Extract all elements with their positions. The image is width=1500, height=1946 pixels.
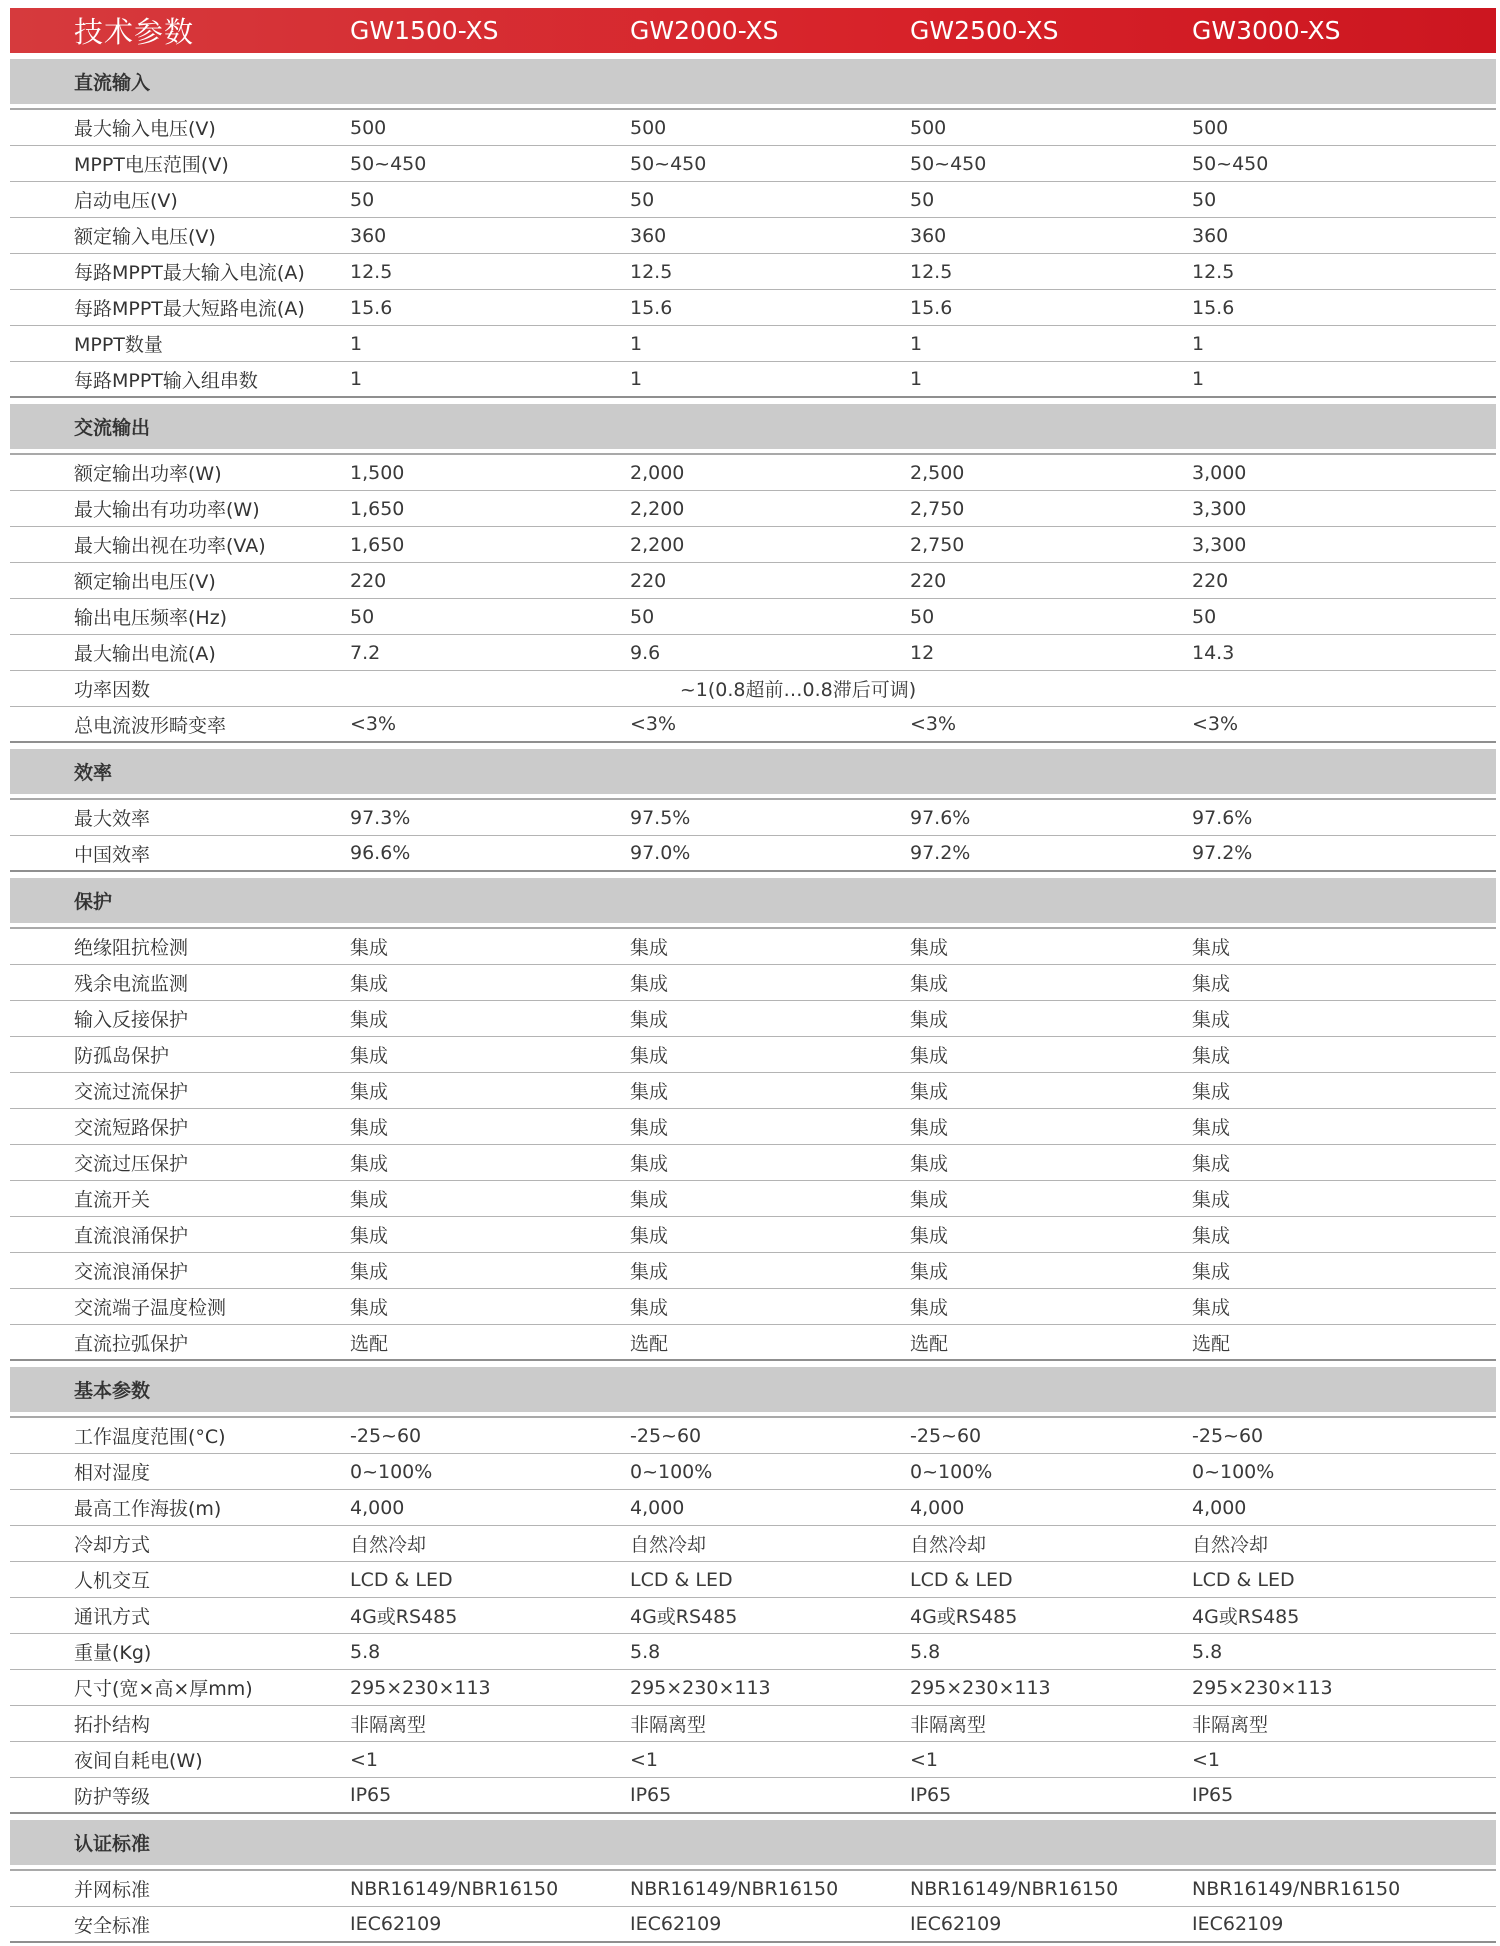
row-value: 12.5 [1192,260,1235,283]
row-value: 1 [910,368,923,390]
table-row [10,965,1496,1001]
table-row [10,290,1496,326]
row-value: 50~450 [350,152,427,175]
row-value: IEC62109 [910,1913,1002,1935]
row-value: 1 [910,332,923,355]
row-label: 重量(Kg) [74,1642,152,1664]
row-value: <3% [1192,713,1239,735]
row-value: -25~60 [630,1424,702,1447]
row-value: 集成 [910,1045,949,1067]
row-label: 最大输出有功功率(W) [74,499,260,521]
row-value: 97.2% [910,842,971,864]
row-label: 残余电流监测 [74,973,189,995]
row-value: 集成 [910,937,949,959]
row-value: 500 [1192,116,1229,139]
row-value: 集成 [910,1153,949,1175]
row-value: 295×230×113 [910,1676,1051,1699]
row-value: <3% [630,713,677,735]
table-row [10,326,1496,362]
row-value: 50 [910,188,935,211]
row-label: 通讯方式 [74,1606,151,1628]
row-value: 2,000 [630,461,685,484]
row-value: 集成 [910,1081,949,1103]
table-row [10,1634,1496,1670]
row-label: 夜间自耗电(W) [74,1750,203,1772]
row-value: 2,200 [630,533,685,556]
row-value: 0~100% [630,1460,713,1483]
row-value: 50 [1192,188,1217,211]
row-value: NBR16149/NBR16150 [1192,1877,1401,1900]
row-label: 直流开关 [74,1189,151,1211]
row-label: 最大输出电流(A) [74,643,216,665]
row-value: 集成 [350,1009,389,1031]
row-value: 3,300 [1192,533,1247,556]
row-value: 4G或RS485 [630,1606,738,1628]
row-value: 50~450 [1192,152,1269,175]
table-row [10,1742,1496,1778]
row-value: 220 [630,569,667,592]
row-value: 4,000 [910,1496,965,1519]
table-row [10,836,1496,872]
table-row [10,707,1496,743]
row-label: 防孤岛保护 [74,1045,170,1067]
row-value: 50 [350,605,375,628]
table-row [10,1217,1496,1253]
table-row [10,1454,1496,1490]
table-row [10,1526,1496,1562]
row-value: 50~450 [910,152,987,175]
row-value: 集成 [630,1045,669,1067]
table-row [10,635,1496,671]
row-value: <1 [1192,1748,1221,1771]
row-value: 15.6 [910,296,953,319]
row-value: 集成 [630,1261,669,1283]
row-value: 集成 [630,1081,669,1103]
row-value: 1 [630,332,643,355]
row-label: 尺寸(宽×高×厚mm) [74,1678,253,1700]
row-label: 安全标准 [74,1914,151,1937]
table-row [10,146,1496,182]
table-header [10,8,1496,53]
row-label: 并网标准 [74,1879,151,1901]
row-label: MPPT电压范围(V) [74,154,229,176]
row-value: -25~60 [350,1424,422,1447]
section-title: 效率 [10,749,1496,794]
row-label: 每路MPPT最大输入电流(A) [74,262,305,284]
table-row [10,527,1496,563]
row-value: 集成 [1192,1297,1231,1319]
row-label: 绝缘阻抗检测 [74,937,189,959]
row-value: 集成 [350,937,389,959]
row-value: 集成 [350,1045,389,1067]
row-value: 集成 [350,1189,389,1211]
row-value: 自然冷却 [350,1534,427,1556]
row-label: 最大输出视在功率(VA) [74,535,266,557]
row-value: NBR16149/NBR16150 [350,1877,559,1900]
table-row [10,1037,1496,1073]
row-value: 0~100% [910,1460,993,1483]
row-label: 启动电压(V) [74,190,178,212]
table-row [10,1289,1496,1325]
row-value: 12.5 [910,260,953,283]
row-value: 97.6% [1192,806,1253,829]
table-row [10,1325,1496,1361]
row-value: 14.3 [1192,641,1235,664]
row-value: 50 [630,188,655,211]
row-value: 集成 [630,1297,669,1319]
row-value: 集成 [910,1297,949,1319]
section-title: 交流输出 [10,404,1496,449]
row-value: 360 [630,224,667,247]
row-value: 360 [350,224,387,247]
row-value: -25~60 [910,1424,982,1447]
row-value: 5.8 [630,1640,661,1663]
row-value: 集成 [350,1225,389,1247]
row-value: 非隔离型 [1192,1714,1269,1736]
row-label: 直流浪涌保护 [74,1225,189,1247]
row-value: 15.6 [350,296,393,319]
row-label: 防护等级 [74,1785,151,1808]
table-row [10,1871,1496,1907]
row-value: 集成 [910,1117,949,1139]
row-value: 2,750 [910,497,965,520]
model-name: GW2500-XS [910,16,1059,45]
model-name: GW1500-XS [350,16,499,45]
row-value: 7.2 [350,641,381,664]
row-value: 集成 [630,1189,669,1211]
row-value: 集成 [1192,1261,1231,1283]
row-label: 总电流波形畸变率 [74,714,227,737]
row-value: 4G或RS485 [1192,1606,1300,1628]
table-row [10,563,1496,599]
row-value: 1,500 [350,461,405,484]
row-value: 集成 [910,1009,949,1031]
row-value: IEC62109 [630,1913,722,1935]
row-value: 5.8 [910,1640,941,1663]
row-value: 5.8 [350,1640,381,1663]
section-title: 认证标准 [10,1820,1496,1865]
row-value: 集成 [350,973,389,995]
row-value: 集成 [1192,1045,1231,1067]
row-value: 集成 [350,1117,389,1139]
row-value: 非隔离型 [350,1714,427,1736]
row-label: 额定输入电压(V) [74,226,216,248]
table-row [10,671,1496,707]
row-value: 1 [1192,368,1205,390]
row-value: 50 [630,605,655,628]
row-value: IP65 [630,1784,672,1806]
row-label: 功率因数 [74,679,151,701]
row-value: 360 [1192,224,1229,247]
section-title: 直流输入 [10,59,1496,104]
row-value: 1 [350,332,363,355]
row-value: 220 [1192,569,1229,592]
row-value: 12 [910,641,935,664]
row-value: IP65 [910,1784,952,1806]
row-label: 相对湿度 [74,1462,151,1484]
table-row [10,182,1496,218]
row-value: 2,750 [910,533,965,556]
row-value: 集成 [630,1225,669,1247]
row-label: 每路MPPT最大短路电流(A) [74,298,305,320]
section-title: 保护 [10,878,1496,923]
row-value: 集成 [350,1153,389,1175]
row-value: 集成 [630,973,669,995]
table-row [10,1670,1496,1706]
row-value: 选配 [630,1332,669,1355]
table-row [10,218,1496,254]
row-value: 500 [350,116,387,139]
row-value: <3% [910,713,957,735]
row-label: 冷却方式 [74,1534,151,1556]
row-label: 交流短路保护 [74,1117,189,1139]
row-value: 集成 [630,1117,669,1139]
table-row [10,599,1496,635]
row-value: 自然冷却 [630,1534,707,1556]
row-value: 集成 [630,1153,669,1175]
row-value: 1,650 [350,497,405,520]
row-value: 1,650 [350,533,405,556]
row-value: 集成 [910,1261,949,1283]
row-value: 12.5 [630,260,673,283]
row-value: <1 [630,1748,659,1771]
row-value: NBR16149/NBR16150 [630,1877,839,1900]
row-value: IEC62109 [350,1913,442,1935]
row-value: 15.6 [630,296,673,319]
row-label: 交流浪涌保护 [74,1261,189,1283]
row-value: 295×230×113 [630,1676,771,1699]
row-value: LCD & LED [1192,1568,1295,1591]
row-value: 50 [1192,605,1217,628]
row-value: <1 [910,1748,939,1771]
row-label: 直流拉弧保护 [74,1332,189,1355]
row-value: 集成 [910,1225,949,1247]
row-value: 集成 [630,937,669,959]
table-title: 技术参数 [74,15,195,49]
row-value: 集成 [630,1009,669,1031]
table-row [10,1073,1496,1109]
row-value: 集成 [1192,1009,1231,1031]
row-value: IP65 [350,1784,392,1806]
table-row [10,1778,1496,1814]
row-value: 集成 [910,1189,949,1211]
table-row [10,491,1496,527]
row-label: 人机交互 [74,1570,151,1592]
table-row [10,1253,1496,1289]
row-value: 220 [350,569,387,592]
row-value: 选配 [1192,1332,1231,1355]
row-value: 自然冷却 [1192,1534,1269,1556]
table-row [10,1109,1496,1145]
spec-sheet [10,8,1496,1943]
row-value: 500 [910,116,947,139]
section-title: 基本参数 [10,1367,1496,1412]
table-row [10,254,1496,290]
row-label: 最大效率 [74,808,151,830]
row-label: MPPT数量 [74,334,163,356]
row-value: <1 [350,1748,379,1771]
row-value: 集成 [350,1297,389,1319]
row-value: 非隔离型 [630,1714,707,1736]
row-value: 集成 [910,973,949,995]
row-value: 自然冷却 [910,1534,987,1556]
row-value: 220 [910,569,947,592]
row-value: 97.2% [1192,842,1253,864]
row-label: 交流过流保护 [74,1081,189,1103]
row-value: 97.5% [630,806,691,829]
row-value-span: ~1(0.8超前…0.8滞后可调) [679,679,917,701]
row-value: NBR16149/NBR16150 [910,1877,1119,1900]
row-value: 9.6 [630,641,661,664]
row-value: 0~100% [350,1460,433,1483]
row-value: 集成 [350,1081,389,1103]
model-name: GW3000-XS [1192,16,1341,45]
row-value: LCD & LED [630,1568,733,1591]
row-value: LCD & LED [910,1568,1013,1591]
row-value: 3,000 [1192,461,1247,484]
row-value: 12.5 [350,260,393,283]
row-value: 集成 [350,1261,389,1283]
row-label: 中国效率 [74,843,151,866]
row-value: 0~100% [1192,1460,1275,1483]
row-value: 97.3% [350,806,411,829]
row-label: 额定输出电压(V) [74,571,216,593]
row-value: 2,200 [630,497,685,520]
row-value: 4G或RS485 [350,1606,458,1628]
row-label: 每路MPPT输入组串数 [74,369,258,392]
row-label: 工作温度范围(°C) [74,1426,226,1448]
table-row [10,1490,1496,1526]
table-row [10,1181,1496,1217]
row-value: 4G或RS485 [910,1606,1018,1628]
row-value: 集成 [1192,937,1231,959]
row-value: 集成 [1192,1117,1231,1139]
row-label: 最大输入电压(V) [74,118,216,140]
table-row [10,1418,1496,1454]
row-value: 3,300 [1192,497,1247,520]
row-value: 50 [910,605,935,628]
table-row [10,455,1496,491]
row-value: <3% [350,713,397,735]
table-row [10,1598,1496,1634]
row-value: LCD & LED [350,1568,453,1591]
row-value: 96.6% [350,842,411,864]
row-value: 4,000 [350,1496,405,1519]
row-value: 集成 [1192,1153,1231,1175]
row-value: 50 [350,188,375,211]
row-value: 500 [630,116,667,139]
table-row [10,1562,1496,1598]
table-row [10,362,1496,398]
row-label: 交流端子温度检测 [74,1297,227,1319]
table-row [10,1706,1496,1742]
table-row [10,1907,1496,1943]
row-label: 输入反接保护 [74,1009,189,1031]
row-label: 交流过压保护 [74,1153,189,1175]
row-value: 非隔离型 [910,1714,987,1736]
row-value: 2,500 [910,461,965,484]
row-value: 4,000 [1192,1496,1247,1519]
model-name: GW2000-XS [630,16,779,45]
table-row [10,1145,1496,1181]
row-value: 集成 [1192,973,1231,995]
row-value: 97.6% [910,806,971,829]
row-value: 1 [350,368,363,390]
table-row [10,800,1496,836]
row-value: 4,000 [630,1496,685,1519]
row-value: IEC62109 [1192,1913,1284,1935]
row-value: 1 [1192,332,1205,355]
row-value: 50~450 [630,152,707,175]
row-value: 295×230×113 [350,1676,491,1699]
spec-table-body [10,53,1496,1943]
row-value: 5.8 [1192,1640,1223,1663]
row-value: 集成 [1192,1189,1231,1211]
row-value: 选配 [350,1332,389,1355]
row-label: 额定输出功率(W) [74,463,222,485]
row-value: 集成 [1192,1081,1231,1103]
table-row [10,929,1496,965]
row-value: 集成 [1192,1225,1231,1247]
row-label: 输出电压频率(Hz) [74,607,228,629]
row-value: 1 [630,368,643,390]
row-value: IP65 [1192,1784,1234,1806]
row-value: 295×230×113 [1192,1676,1333,1699]
row-value: 360 [910,224,947,247]
row-value: 选配 [910,1332,949,1355]
table-row [10,110,1496,146]
row-label: 拓扑结构 [74,1714,151,1736]
row-value: 97.0% [630,842,691,864]
row-label: 最高工作海拔(m) [74,1498,222,1520]
table-row [10,1001,1496,1037]
row-value: -25~60 [1192,1424,1264,1447]
row-value: 15.6 [1192,296,1235,319]
